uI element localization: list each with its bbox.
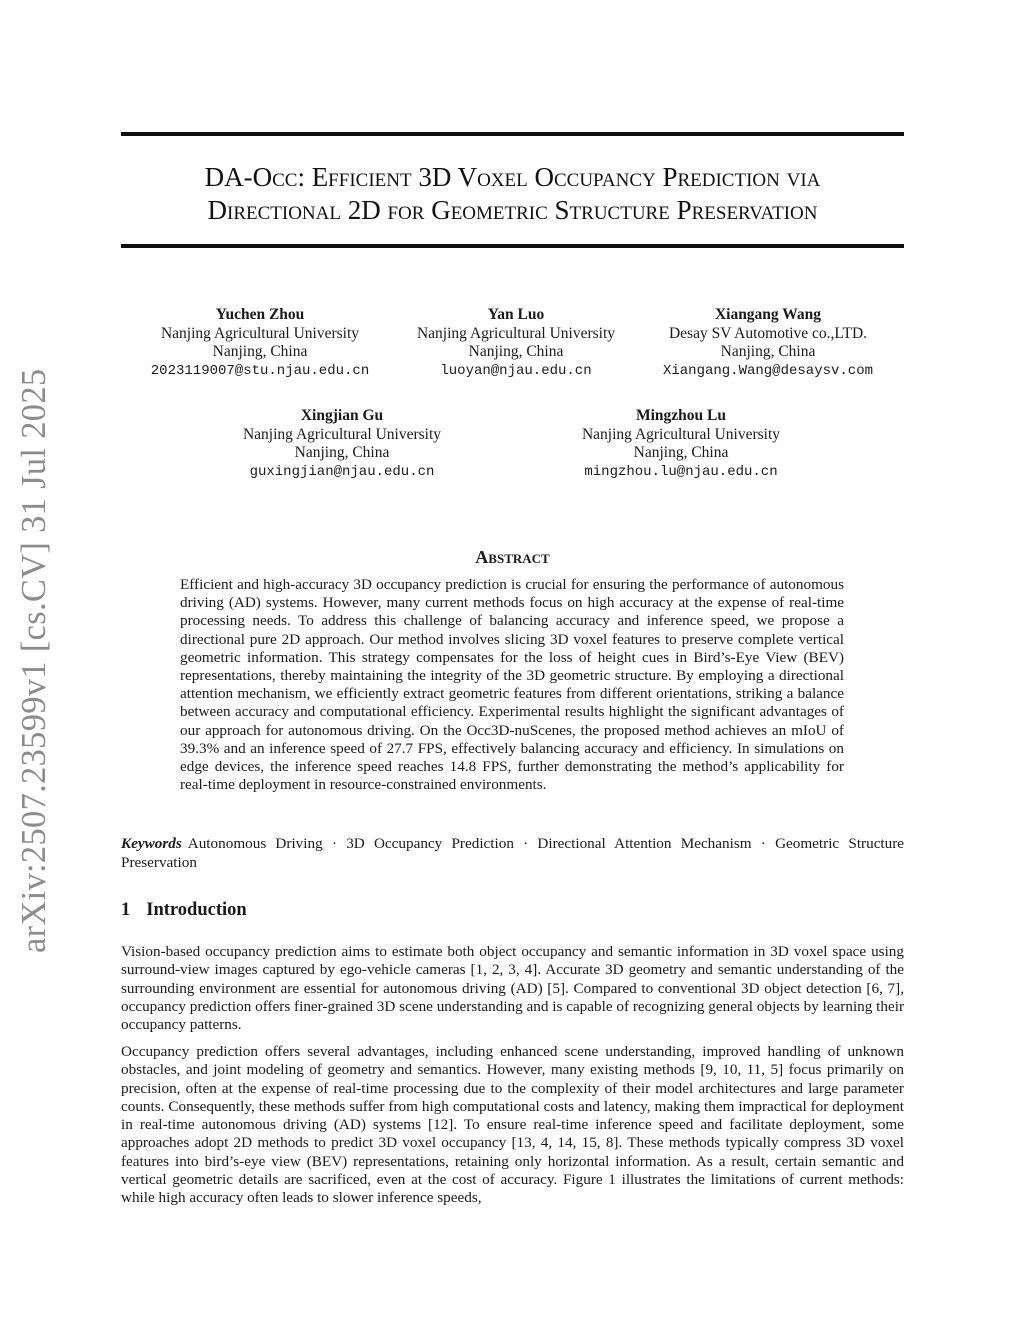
keyword: Autonomous Driving: [187, 835, 323, 852]
author-location: Nanjing, China: [468, 343, 564, 360]
author-email[interactable]: luoyan@njau.edu.cn: [440, 362, 592, 379]
author-block: [386, 306, 646, 380]
author-name: Mingzhou Lu: [635, 407, 726, 424]
author-block: [130, 306, 390, 380]
author-block: [551, 407, 811, 481]
author-affiliation: Nanjing Agricultural University: [242, 425, 442, 443]
paper-title: [121, 161, 904, 227]
author-block: [638, 306, 898, 380]
author-name: Yan Luo: [487, 306, 545, 323]
author-location: Nanjing, China: [720, 343, 816, 360]
keyword: · Geometric Structure Preservation: [121, 835, 904, 871]
author-email[interactable]: 2023119007@stu.njau.edu.cn: [150, 362, 370, 379]
abstract-text: Efficient and high-accuracy 3D occupancy prediction is crucial for ensuring the performance of autonomous driving (AD) systems. However, many current methods focus on high accuracy at the expense of real-time processing needs. To address this challenge of balancing accuracy and inference speed, we propose a directional pure 2D approach. Our method involves slicing 3D voxel features to preserve complete vertical geometric information. This strategy compensates for the loss of height cues in Bird’s-Eye View (BEV) representations, thereby maintaining the integrity of the 3D geometric structure. By employing a directional attention mechanism, we efficiently extract geometric features from different orientations, striking a balance between accuracy and computational efficiency. Experimental results highlight the significant advantages of our approach for autonomous driving. On the Occ3D-nuScenes, the proposed method achieves an mIoU of 39.3% and an inference speed of 27.7 FPS, effectively balancing accuracy and efficiency. In simulations on edge devices, the inference speed reaches 14.8 FPS, further demonstrating the method’s applicability for real-time deployment in resource-constrained environments.: [180, 576, 844, 794]
title-line-1: DA-Occ: Efficient 3D Voxel Occupancy Prediction via: [204, 162, 821, 192]
author-name: Xingjian Gu: [300, 407, 384, 424]
author-affiliation: Nanjing Agricultural University: [160, 324, 360, 342]
body-paragraph: Vision-based occupancy prediction aims to estimate both object occupancy and semantic information in 3D voxel space using surround-view images captured by ego-vehicle cameras [1, 2, 3, 4]. Accurate 3D geometry and semantic understanding of the surrounding environment are essential for autonomous driving (AD) [5]. Compared to conventional 3D object detection [6, 7], occupancy prediction offers finer-grained 3D scene understanding and is capable of recognizing general objects by learning their occupancy patterns.: [121, 943, 904, 1034]
arxiv-identifier-stamp: arXiv:2507.23599v1 [cs.CV] 31 Jul 2025: [15, 368, 53, 953]
author-affiliation: Desay SV Automotive co.,LTD.: [668, 324, 868, 342]
abstract-heading: Abstract: [475, 547, 550, 567]
author-location: Nanjing, China: [294, 444, 390, 461]
author-affiliation: Nanjing Agricultural University: [416, 324, 616, 342]
author-location: Nanjing, China: [633, 444, 729, 461]
author-email[interactable]: Xiangang.Wang@desaysv.com: [662, 362, 874, 379]
author-location: Nanjing, China: [212, 343, 308, 360]
keywords-label: Keywords: [121, 835, 182, 852]
author-name: Xiangang Wang: [714, 306, 822, 323]
author-name: Yuchen Zhou: [215, 306, 305, 323]
author-affiliation: Nanjing Agricultural University: [581, 425, 781, 443]
keyword: · 3D Occupancy Prediction: [323, 835, 514, 852]
keyword: · Directional Attention Mechanism: [514, 835, 752, 852]
body-paragraph: Occupancy prediction offers several advantages, including enhanced scene understanding, improved handling of unknown obstacles, and joint modeling of geometry and semantics. However, many existing methods [9, 10, 11, 5] focus primarily on precision, often at the expense of real-time processing due to the complexity of their model architectures and large parameter counts. Consequently, these methods suffer from high computational costs and latency, making them impractical for deployment in real-time autonomous driving (AD) systems [12]. To ensure real-time inference speed and facilitate deployment, some approaches adopt 2D methods to predict 3D voxel occupancy [13, 4, 14, 15, 8]. These methods typically compress 3D voxel features into bird’s-eye view (BEV) representations, retaining only horizontal information. As a result, certain semantic and vertical geometric details are sacrificed, even at the cost of accuracy. Figure 1 illustrates the limitations of current methods: while high accuracy often leads to slower inference speeds,: [121, 1043, 904, 1207]
author-block: [212, 407, 472, 481]
section-title: Introduction: [146, 900, 247, 920]
author-email[interactable]: mingzhou.lu@njau.edu.cn: [584, 463, 778, 480]
title-line-2: Directional 2D for Geometric Structure Preservation: [207, 195, 818, 225]
keywords-line: [121, 834, 904, 872]
author-email[interactable]: guxingjian@njau.edu.cn: [249, 463, 435, 480]
section-heading-introduction: [121, 900, 247, 921]
title-rule-top: [121, 132, 904, 136]
title-rule-bottom: [121, 244, 904, 248]
section-number: 1: [121, 900, 131, 920]
